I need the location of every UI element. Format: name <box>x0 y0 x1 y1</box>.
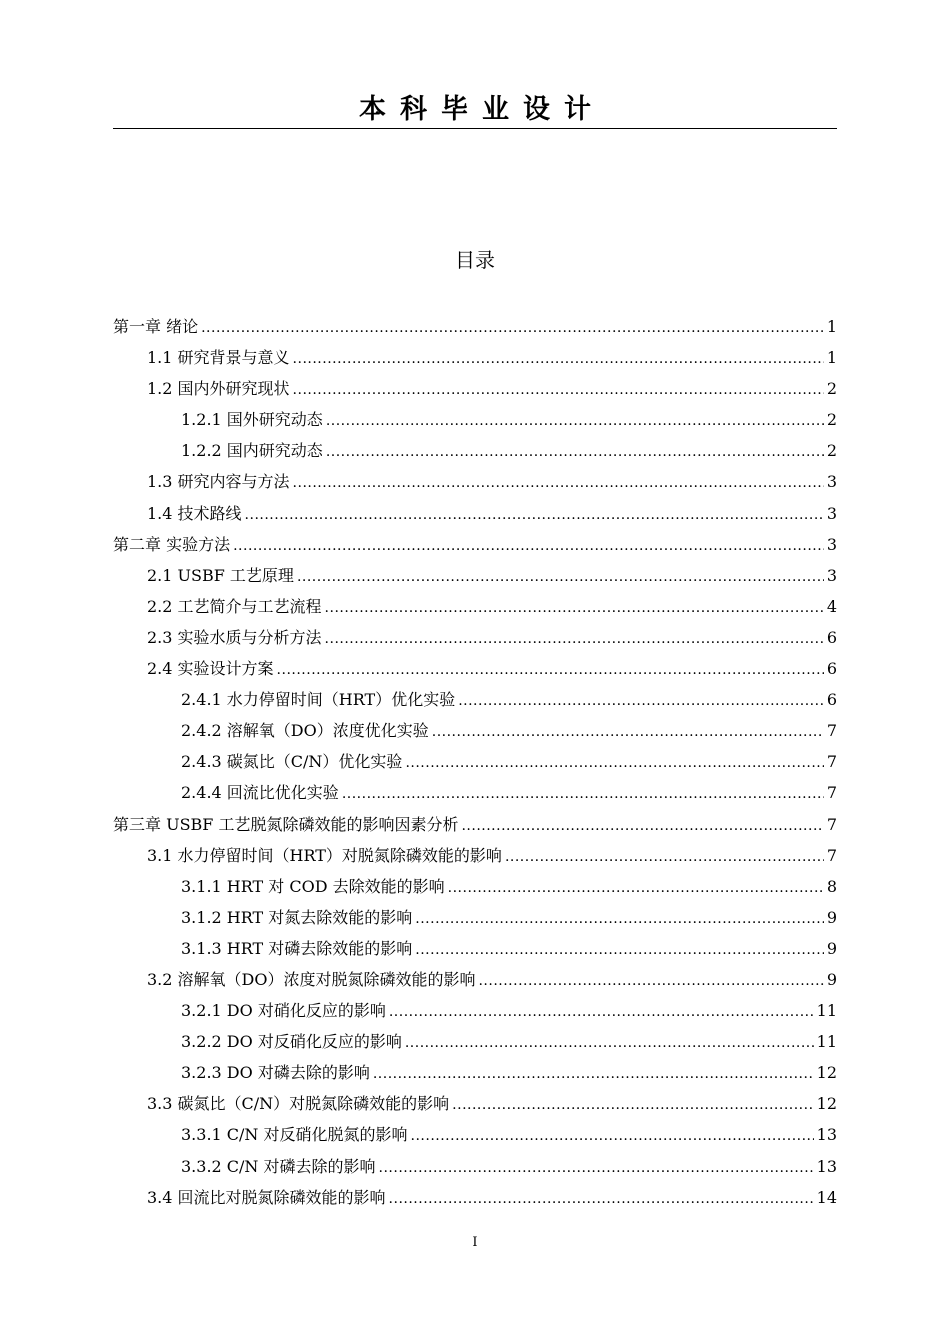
toc-entry-label: 3.3.2 C/N 对磷去除的影响 <box>181 1156 376 1176</box>
toc-entry[interactable] <box>113 777 837 808</box>
toc-dot-leader <box>201 313 824 344</box>
footer-page-number: I <box>472 1235 478 1250</box>
toc-dot-leader <box>505 842 824 873</box>
toc-dot-leader <box>415 935 824 966</box>
toc-dot-leader <box>326 406 824 437</box>
toc-entry[interactable] <box>113 529 837 560</box>
toc-entry[interactable] <box>113 933 837 964</box>
toc-dot-leader <box>389 1184 814 1215</box>
toc-entry-page-number: 13 <box>816 1125 837 1145</box>
toc-dot-leader <box>293 468 824 499</box>
toc-entry-page-number: 13 <box>816 1156 837 1176</box>
toc-dot-leader <box>461 811 823 842</box>
toc-entry[interactable] <box>113 684 837 715</box>
toc-entry[interactable] <box>113 715 837 746</box>
toc-entry[interactable] <box>113 964 837 995</box>
toc-entry[interactable] <box>113 871 837 902</box>
toc-entry-label: 3.1.3 HRT 对磷去除效能的影响 <box>181 938 413 958</box>
toc-entry[interactable] <box>113 902 837 933</box>
toc-entry-page-number: 3 <box>826 503 837 523</box>
toc-entry-page-number: 12 <box>816 1063 837 1083</box>
toc-entry-label: 2.4.1 水力停留时间（HRT）优化实验 <box>181 690 456 710</box>
toc-dot-leader <box>432 717 824 748</box>
toc-entry-label: 2.4.2 溶解氧（DO）浓度优化实验 <box>181 721 429 741</box>
toc-entry[interactable] <box>113 1182 837 1213</box>
toc-entry-page-number: 2 <box>826 379 837 399</box>
toc-entry-label: 1.4 技术路线 <box>147 503 242 523</box>
toc-entry-label: 2.2 工艺简介与工艺流程 <box>147 596 322 616</box>
toc-entry-page-number: 6 <box>826 627 837 647</box>
toc-entry[interactable] <box>113 1119 837 1150</box>
toc-dot-leader <box>405 748 823 779</box>
toc-dot-leader <box>458 686 824 717</box>
toc-entry-page-number: 2 <box>826 410 837 430</box>
toc-entry[interactable] <box>113 995 837 1026</box>
toc-entry-label: 3.1 水力停留时间（HRT）对脱氮除磷效能的影响 <box>147 845 502 865</box>
toc-entry[interactable] <box>113 373 837 404</box>
toc-entry-page-number: 8 <box>826 876 837 896</box>
toc-entry-label: 3.2.3 DO 对磷去除的影响 <box>181 1063 370 1083</box>
toc-entry-page-number: 7 <box>826 752 837 772</box>
toc-entry[interactable] <box>113 498 837 529</box>
toc-entry-page-number: 3 <box>826 534 837 554</box>
toc-entry-page-number: 1 <box>826 317 837 336</box>
toc-dot-leader <box>326 437 824 468</box>
toc-entry-page-number: 1 <box>826 348 837 368</box>
toc-entry-page-number: 3 <box>826 565 837 585</box>
toc-entry[interactable] <box>113 1151 837 1182</box>
toc-entry-label: 2.4.4 回流比优化实验 <box>181 783 339 803</box>
toc-entry[interactable] <box>113 840 837 871</box>
toc-entry-label: 3.4 回流比对脱氮除磷效能的影响 <box>147 1187 386 1207</box>
toc-entry-page-number: 9 <box>826 938 837 958</box>
toc-entry-label: 2.3 实验水质与分析方法 <box>147 627 322 647</box>
toc-entry-page-number: 9 <box>826 969 837 989</box>
toc-entry[interactable] <box>113 404 837 435</box>
toc-entry-page-number: 7 <box>826 845 837 865</box>
toc-entry[interactable] <box>113 466 837 497</box>
toc-entry-label: 3.3.1 C/N 对反硝化脱氮的影响 <box>181 1125 408 1145</box>
toc-entry-page-number: 14 <box>816 1187 837 1207</box>
toc-entry-label: 1.2.2 国内研究动态 <box>181 441 323 461</box>
toc-entry-page-number: 11 <box>816 1001 837 1021</box>
toc-entry-label: 第三章 USBF 工艺脱氮除磷效能的影响因素分析 <box>113 814 459 834</box>
toc-dot-leader <box>325 593 824 624</box>
toc-entry[interactable] <box>113 809 837 840</box>
toc-entry[interactable] <box>113 653 837 684</box>
toc-entry[interactable] <box>113 746 837 777</box>
toc-entry-label: 1.2.1 国外研究动态 <box>181 410 323 430</box>
toc-dot-leader <box>293 375 824 406</box>
toc-entry-label: 1.3 研究内容与方法 <box>147 472 290 492</box>
toc-entry-label: 第一章 绪论 <box>113 317 199 336</box>
toc-dot-leader <box>478 966 823 997</box>
toc-dot-leader <box>405 1028 814 1059</box>
toc-dot-leader <box>233 531 824 562</box>
toc-entry[interactable] <box>113 435 837 466</box>
toc-entry[interactable] <box>113 311 837 342</box>
toc-entry-label: 3.1.1 HRT 对 COD 去除效能的影响 <box>181 876 445 896</box>
toc-entry[interactable] <box>113 560 837 591</box>
toc-entry-page-number: 7 <box>826 814 837 834</box>
toc-dot-leader <box>245 500 824 531</box>
toc-entry[interactable] <box>113 1026 837 1057</box>
toc-entry-page-number: 6 <box>826 690 837 710</box>
toc-entry-page-number: 9 <box>826 907 837 927</box>
toc-dot-leader <box>373 1059 814 1090</box>
toc-dot-leader <box>389 997 814 1028</box>
toc-entry-label: 1.2 国内外研究现状 <box>147 379 290 399</box>
toc-entry[interactable] <box>113 1057 837 1088</box>
toc-entry[interactable] <box>113 1088 837 1119</box>
toc-entry-page-number: 7 <box>826 783 837 803</box>
toc-heading: 目录 <box>455 248 495 272</box>
toc-entry-page-number: 2 <box>826 441 837 461</box>
toc-entry-page-number: 6 <box>826 659 837 679</box>
table-of-contents <box>113 311 837 1213</box>
toc-entry[interactable] <box>113 591 837 622</box>
toc-entry-page-number: 3 <box>826 472 837 492</box>
toc-entry-page-number: 11 <box>816 1032 837 1052</box>
toc-dot-leader <box>452 1090 813 1121</box>
toc-entry-label: 3.2.2 DO 对反硝化反应的影响 <box>181 1032 402 1052</box>
toc-entry-label: 3.3 碳氮比（C/N）对脱氮除磷效能的影响 <box>147 1094 450 1114</box>
toc-entry[interactable] <box>113 342 837 373</box>
toc-entry-label: 3.2.1 DO 对硝化反应的影响 <box>181 1001 386 1021</box>
toc-entry-page-number: 12 <box>816 1094 837 1114</box>
toc-dot-leader <box>293 344 824 375</box>
toc-entry-label: 第二章 实验方法 <box>113 534 231 554</box>
toc-entry[interactable] <box>113 622 837 653</box>
toc-entry-label: 1.1 研究背景与意义 <box>147 348 290 368</box>
toc-dot-leader <box>342 779 824 810</box>
toc-dot-leader <box>379 1153 814 1184</box>
toc-entry-label: 2.4.3 碳氮比（C/N）优化实验 <box>181 752 403 772</box>
toc-dot-leader <box>325 624 824 655</box>
toc-dot-leader <box>277 655 824 686</box>
toc-entry-label: 2.4 实验设计方案 <box>147 659 274 679</box>
toc-entry-page-number: 4 <box>826 596 837 616</box>
header-divider <box>113 128 837 129</box>
document-header-title: 本科毕业设计 <box>359 94 605 125</box>
toc-dot-leader <box>411 1121 814 1152</box>
toc-dot-leader <box>415 904 824 935</box>
toc-entry-label: 2.1 USBF 工艺原理 <box>147 565 294 585</box>
toc-entry-label: 3.1.2 HRT 对氮去除效能的影响 <box>181 907 413 927</box>
toc-entry-label: 3.2 溶解氧（DO）浓度对脱氮除磷效能的影响 <box>147 969 476 989</box>
toc-dot-leader <box>297 562 824 593</box>
toc-dot-leader <box>448 873 824 904</box>
toc-entry-page-number: 7 <box>826 721 837 741</box>
